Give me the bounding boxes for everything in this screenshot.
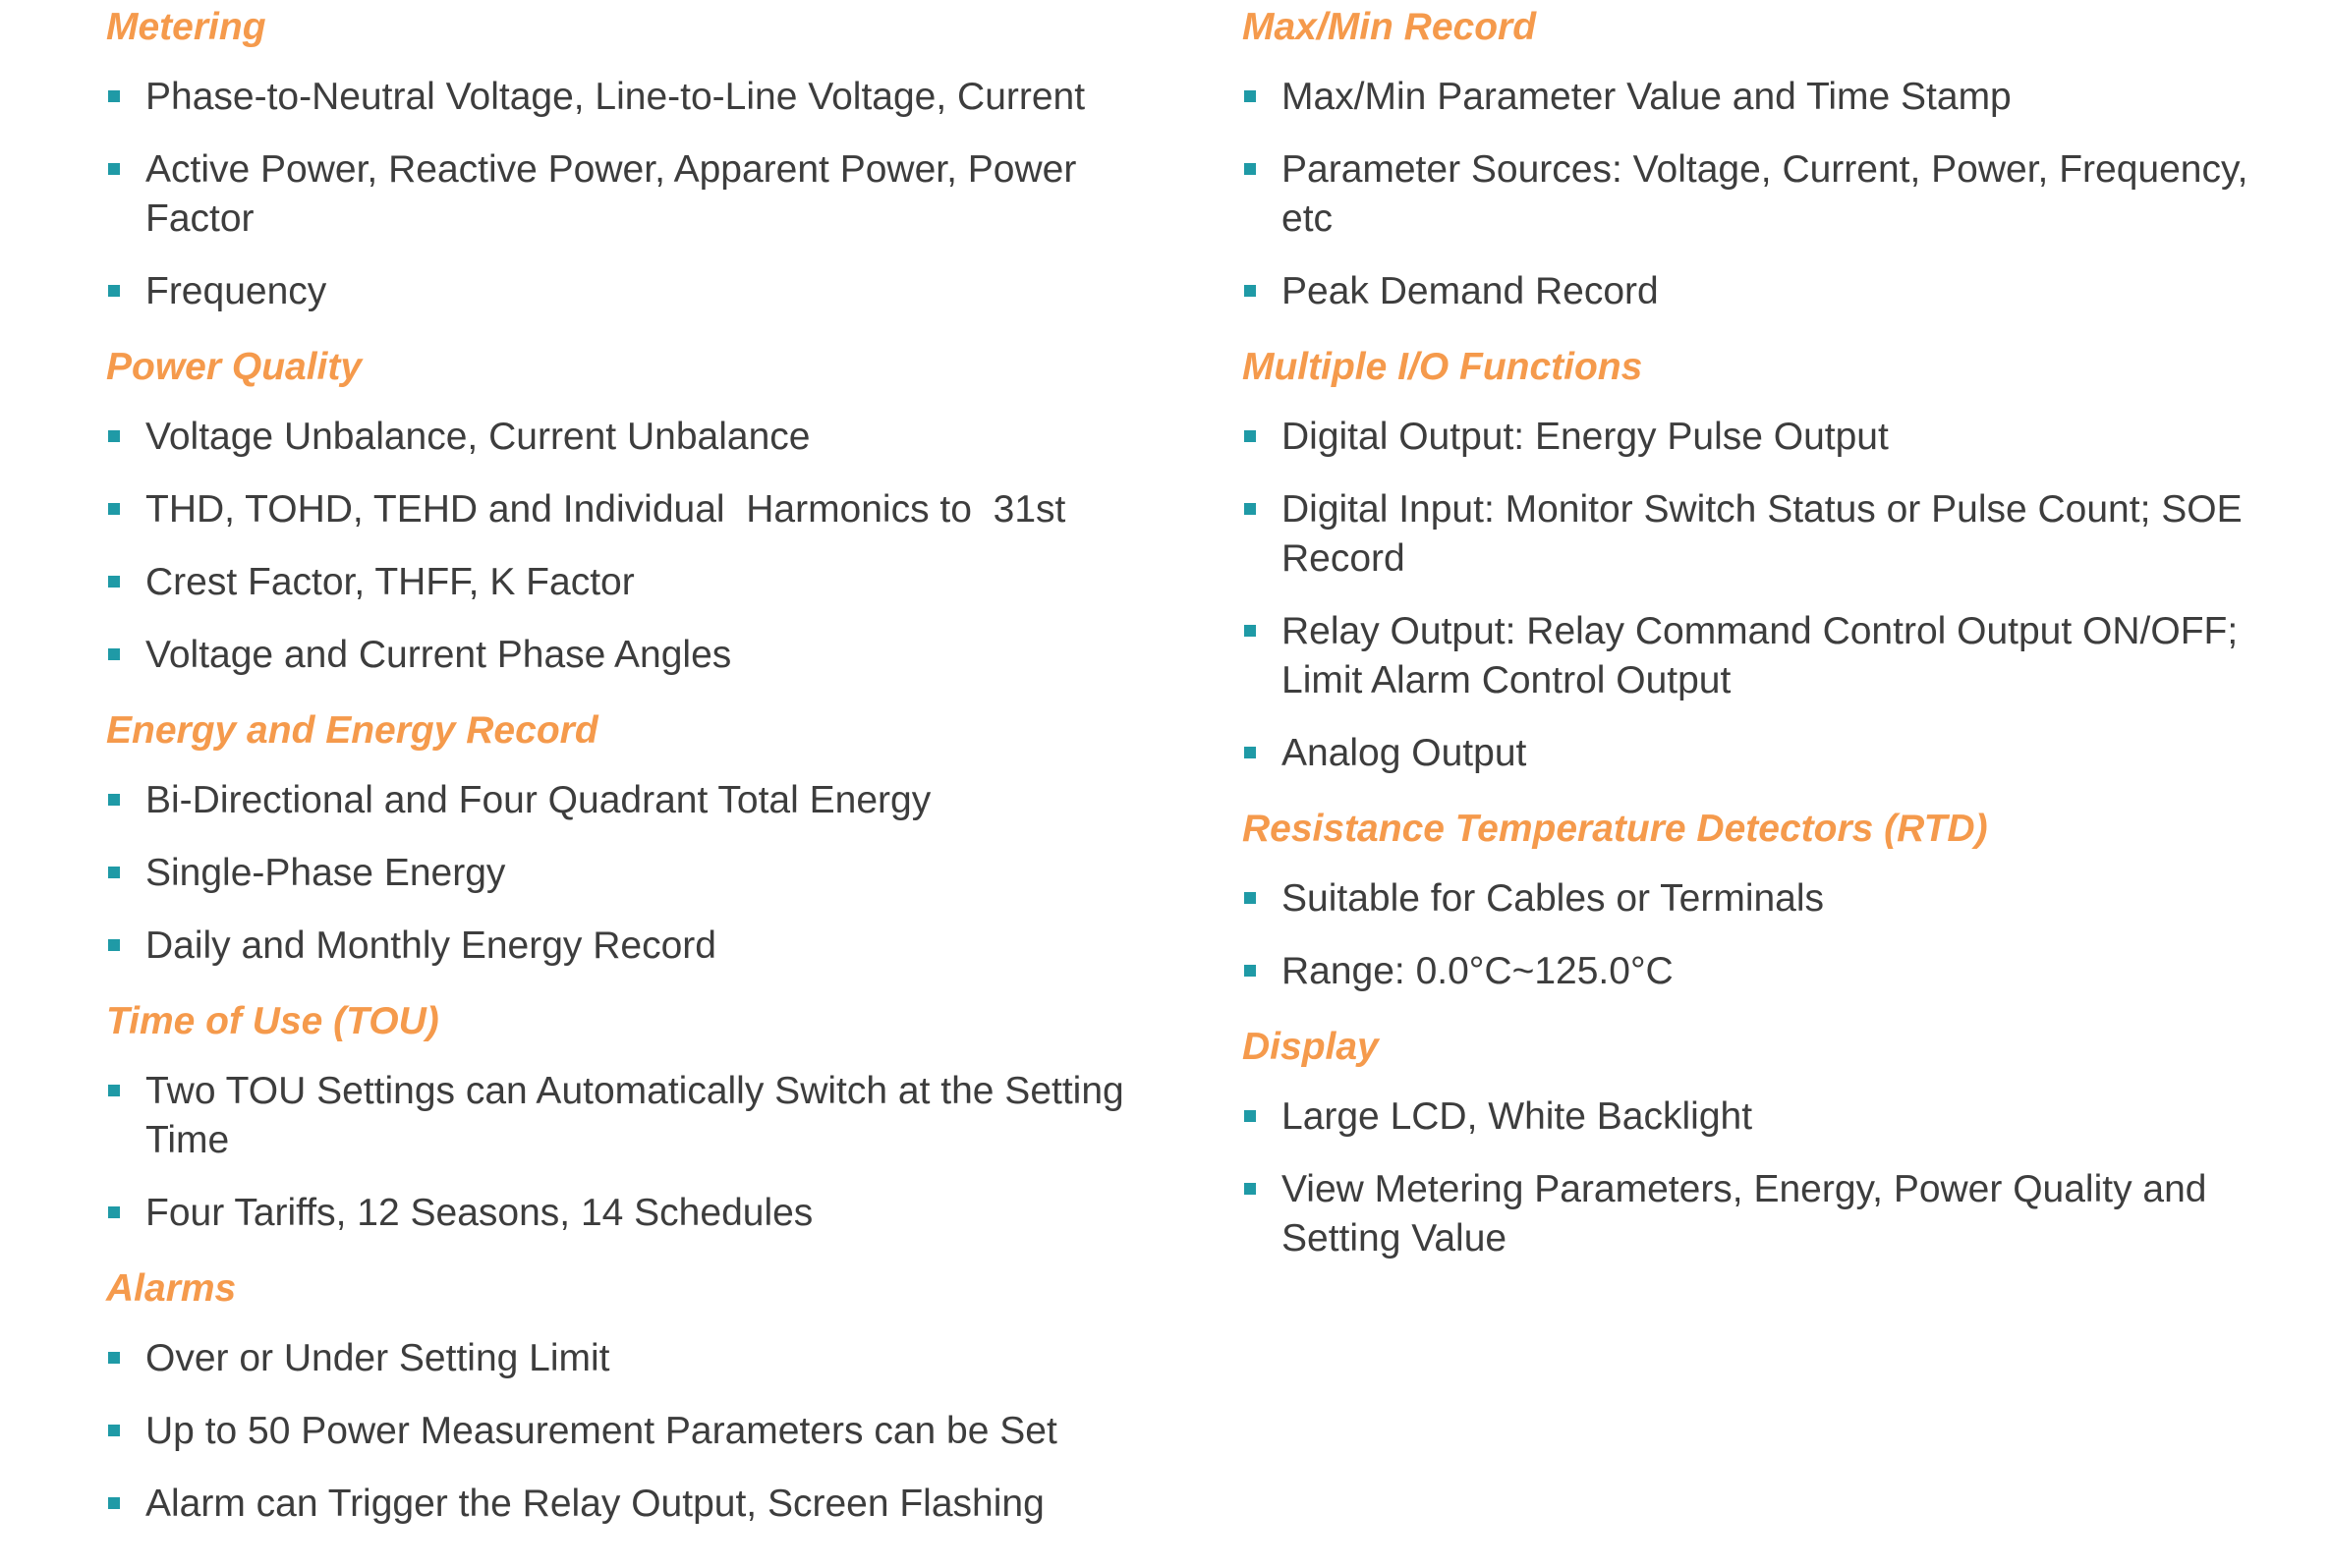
section-alarms bbox=[106, 1261, 1167, 1529]
list-item-text: Bi-Directional and Four Quadrant Total Energy bbox=[145, 779, 932, 821]
list-item-text: Frequency bbox=[145, 270, 327, 312]
list-item-text: Relay Output: Relay Command Control Output ON/OFF; Limit Alarm Control Output bbox=[1281, 610, 2239, 701]
list-item bbox=[1242, 607, 2284, 705]
square-bullet-icon bbox=[108, 794, 120, 806]
section-heading: Time of Use (TOU) bbox=[106, 1000, 439, 1042]
section-heading: Power Quality bbox=[106, 346, 363, 388]
feature-list bbox=[106, 413, 1167, 680]
section-io-functions bbox=[1242, 340, 2303, 778]
list-item bbox=[106, 485, 1167, 534]
section-metering bbox=[106, 0, 1167, 316]
list-item-text: Crest Factor, THFF, K Factor bbox=[145, 561, 635, 603]
list-item-text: Suitable for Cables or Terminals bbox=[1281, 877, 1825, 920]
list-item bbox=[106, 73, 1167, 122]
square-bullet-icon bbox=[108, 90, 120, 102]
list-item-text: Up to 50 Power Measurement Parameters can be Set bbox=[145, 1410, 1057, 1452]
list-item-text: Digital Output: Energy Pulse Output bbox=[1281, 416, 1889, 458]
section-heading: Energy and Energy Record bbox=[106, 709, 598, 752]
list-item bbox=[106, 1189, 1167, 1238]
list-item bbox=[1242, 267, 2303, 316]
list-item bbox=[1242, 145, 2303, 244]
square-bullet-icon bbox=[1244, 625, 1256, 637]
square-bullet-icon bbox=[108, 1425, 120, 1436]
list-item bbox=[106, 922, 1167, 971]
section-rtd bbox=[1242, 802, 2303, 996]
square-bullet-icon bbox=[108, 867, 120, 878]
section-heading: Multiple I/O Functions bbox=[1242, 346, 1643, 388]
square-bullet-icon bbox=[108, 430, 120, 442]
feature-list bbox=[1242, 874, 2303, 996]
square-bullet-icon bbox=[1244, 90, 1256, 102]
list-item-text: Single-Phase Energy bbox=[145, 852, 506, 894]
list-item bbox=[106, 849, 1167, 898]
list-item bbox=[1242, 874, 2303, 924]
square-bullet-icon bbox=[1244, 1110, 1256, 1122]
list-item bbox=[106, 1407, 1167, 1456]
square-bullet-icon bbox=[108, 163, 120, 175]
list-item bbox=[106, 1334, 1167, 1383]
feature-list bbox=[106, 73, 1167, 316]
feature-list bbox=[106, 1334, 1167, 1529]
list-item bbox=[1242, 413, 2303, 462]
square-bullet-icon bbox=[1244, 503, 1256, 515]
list-item-text: Digital Input: Monitor Switch Status or Pulse Count; SOE Record bbox=[1281, 488, 2243, 580]
list-item bbox=[1242, 485, 2284, 584]
square-bullet-icon bbox=[108, 1352, 120, 1364]
list-item bbox=[1242, 1092, 2303, 1142]
list-item bbox=[1242, 73, 2303, 122]
list-item-text: Over or Under Setting Limit bbox=[145, 1337, 610, 1379]
section-energy-record bbox=[106, 703, 1167, 971]
feature-list bbox=[1242, 413, 2303, 778]
section-heading: Metering bbox=[106, 6, 266, 48]
section-heading: Display bbox=[1242, 1026, 1379, 1068]
square-bullet-icon bbox=[108, 1497, 120, 1509]
list-item-text: Range: 0.0°C~125.0°C bbox=[1281, 950, 1674, 992]
square-bullet-icon bbox=[108, 503, 120, 515]
square-bullet-icon bbox=[108, 285, 120, 297]
list-item bbox=[106, 267, 1167, 316]
list-item-text: Daily and Monthly Energy Record bbox=[145, 924, 716, 967]
list-item-text: Active Power, Reactive Power, Apparent Power, Power Factor bbox=[145, 148, 1077, 240]
list-item bbox=[1242, 729, 2303, 778]
section-time-of-use bbox=[106, 994, 1167, 1238]
list-item-text: Parameter Sources: Voltage, Current, Power, Frequency, etc bbox=[1281, 148, 2248, 240]
list-item bbox=[106, 145, 1167, 244]
list-item bbox=[1242, 947, 2303, 996]
section-power-quality bbox=[106, 340, 1167, 680]
list-item bbox=[106, 1480, 1167, 1529]
list-item bbox=[106, 1067, 1167, 1165]
list-item-text: Voltage Unbalance, Current Unbalance bbox=[145, 416, 811, 458]
list-item-text: View Metering Parameters, Energy, Power Quality and Setting Value bbox=[1281, 1168, 2207, 1260]
list-item bbox=[106, 776, 1167, 825]
square-bullet-icon bbox=[108, 1206, 120, 1218]
list-item-text: Peak Demand Record bbox=[1281, 270, 1659, 312]
list-item-text: Phase-to-Neutral Voltage, Line-to-Line Voltage, Current bbox=[145, 76, 1086, 118]
list-item bbox=[106, 631, 1167, 680]
list-item bbox=[106, 558, 1167, 607]
list-item-text: Voltage and Current Phase Angles bbox=[145, 634, 732, 676]
square-bullet-icon bbox=[108, 576, 120, 588]
left-column bbox=[106, 0, 1167, 1552]
square-bullet-icon bbox=[1244, 430, 1256, 442]
square-bullet-icon bbox=[1244, 285, 1256, 297]
list-item-text: THD, TOHD, TEHD and Individual Harmonics to 31st bbox=[145, 488, 1066, 531]
list-item-text: Four Tariffs, 12 Seasons, 14 Schedules bbox=[145, 1192, 814, 1234]
square-bullet-icon bbox=[1244, 965, 1256, 977]
list-item-text: Two TOU Settings can Automatically Switch at the Setting Time bbox=[145, 1070, 1124, 1161]
list-item-text: Max/Min Parameter Value and Time Stamp bbox=[1281, 76, 2012, 118]
square-bullet-icon bbox=[1244, 747, 1256, 758]
square-bullet-icon bbox=[108, 1085, 120, 1096]
feature-list bbox=[106, 1067, 1167, 1238]
square-bullet-icon bbox=[1244, 163, 1256, 175]
square-bullet-icon bbox=[108, 939, 120, 951]
section-display bbox=[1242, 1020, 2303, 1263]
section-heading: Alarms bbox=[106, 1267, 237, 1310]
section-heading: Max/Min Record bbox=[1242, 6, 1537, 48]
square-bullet-icon bbox=[1244, 1183, 1256, 1195]
feature-list bbox=[1242, 1092, 2303, 1263]
right-column bbox=[1242, 0, 2303, 1287]
list-item-text: Analog Output bbox=[1281, 732, 1527, 774]
feature-list bbox=[1242, 73, 2303, 316]
section-heading: Resistance Temperature Detectors (RTD) bbox=[1242, 808, 1988, 850]
list-item-text: Large LCD, White Backlight bbox=[1281, 1095, 1753, 1138]
section-max-min-record bbox=[1242, 0, 2303, 316]
list-item bbox=[106, 413, 1167, 462]
square-bullet-icon bbox=[1244, 892, 1256, 904]
list-item-text: Alarm can Trigger the Relay Output, Screen Flashing bbox=[145, 1483, 1045, 1525]
feature-list bbox=[106, 776, 1167, 971]
square-bullet-icon bbox=[108, 648, 120, 660]
list-item bbox=[1242, 1165, 2225, 1263]
